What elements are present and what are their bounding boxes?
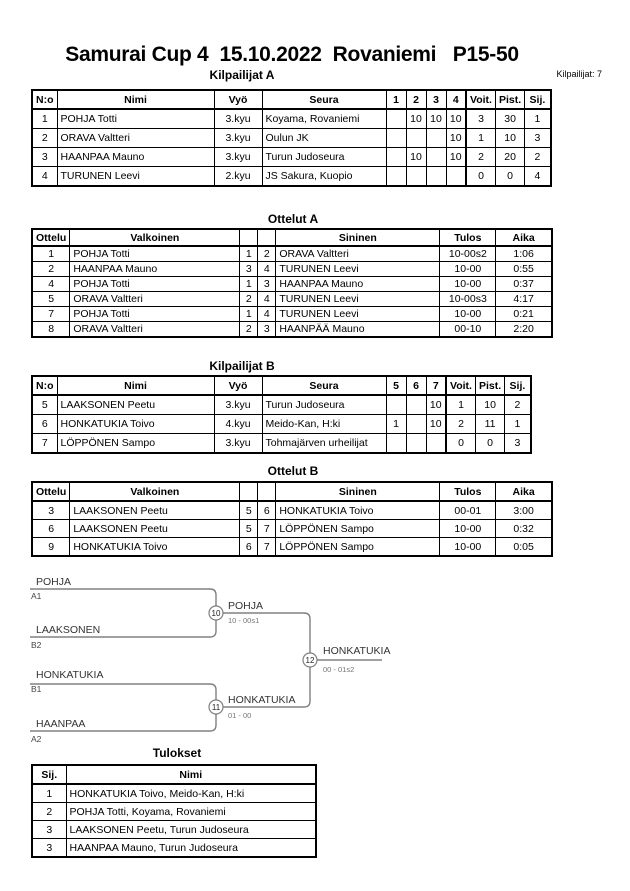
cell [386,109,406,129]
cell: POHJA Totti [57,109,214,129]
table-row [32,322,552,338]
column-header: N:o [32,376,57,395]
column-header [240,229,258,246]
kilpailijat-b-table [31,375,532,454]
table-row [32,292,552,307]
cell: 1 [32,784,66,803]
bracket-match-winner: HONKATUKIA [228,694,296,706]
column-header: 4 [446,90,466,109]
cell: 30 [495,109,524,129]
bracket-entry-name: HAANPAA [36,718,86,730]
cell: 10 [495,129,524,148]
cell: ORAVA Valtteri [57,129,214,148]
column-header: 5 [386,376,406,395]
cell: 1 [240,307,258,322]
section-title-kilpailijat-a: Kilpailijat A [209,68,275,82]
cell: 6 [32,415,57,434]
cell: ORAVA Valtteri [70,322,240,338]
cell: 20 [495,148,524,167]
cell: 4 [32,167,57,187]
bracket-match-score: 00 - 01s2 [323,665,355,674]
cell: 10 [406,109,426,129]
cell: POHJA Totti [70,277,240,292]
cell: LAAKSONEN Peetu [57,395,214,415]
bracket-entry-seed: A1 [31,591,42,601]
cell: 10 [446,148,466,167]
cell [386,129,406,148]
table-row [32,784,316,803]
cell: 6 [258,501,276,520]
cell: 10 [426,109,446,129]
header-row [32,482,552,501]
cell: 7 [32,434,57,454]
cell: 10 [475,395,504,415]
cell: 6 [240,538,258,557]
column-header: Tulos [440,229,496,246]
cell: ORAVA Valtteri [70,292,240,307]
cell: 10-00 [440,307,496,322]
cell: LÖPPÖNEN Sampo [57,434,214,454]
cell: 10 [426,395,446,415]
table-row [32,148,551,167]
cell: HONKATUKIA Toivo [276,501,440,520]
cell: 00-01 [440,501,496,520]
header-row [32,376,531,395]
table-row [32,501,552,520]
column-header: Sij. [525,90,551,109]
cell: JS Sakura, Kuopio [262,167,386,187]
cell: 0:55 [496,262,552,277]
cell: 2 [32,129,57,148]
cell [406,395,426,415]
cell [406,415,426,434]
cell: 7 [258,538,276,557]
cell: HAANPAA Mauno [70,262,240,277]
cell: HAANPAA Mauno [276,277,440,292]
cell: 1 [240,246,258,262]
column-header [258,482,276,501]
cell: 4 [32,277,70,292]
cell: 1 [386,415,406,434]
cell: 3 [240,262,258,277]
column-header: Vyö [214,90,262,109]
cell [406,129,426,148]
cell: 3 [32,821,66,839]
cell: 6 [32,520,70,538]
table-row [32,246,552,262]
cell: 0 [475,434,504,454]
cell [426,167,446,187]
cell: 2 [32,803,66,821]
cell: 1 [32,109,57,129]
cell: ORAVA Valtteri [276,246,440,262]
cell: POHJA Totti [70,307,240,322]
column-header: Nimi [57,90,214,109]
cell: 3 [32,501,70,520]
table-row [32,520,552,538]
competitors-count-label: Kilpailijat: 7 [556,69,602,79]
cell: LÖPPÖNEN Sampo [276,520,440,538]
cell: 11 [475,415,504,434]
cell: 2 [505,395,531,415]
header-row [32,90,551,109]
cell: 2 [525,148,551,167]
cell: 4 [258,292,276,307]
cell: 0:37 [496,277,552,292]
column-header: Sininen [276,482,440,501]
bracket-match-score: 10 - 00s1 [228,616,260,625]
bracket-diagram [0,558,630,758]
cell: 4.kyu [214,415,262,434]
cell: HONKATUKIA Toivo, Meido-Kan, H:ki [66,784,316,803]
cell: 3 [505,434,531,454]
bracket-match-number: 10 [211,609,221,618]
column-header: Pist. [475,376,504,395]
cell: 3.kyu [214,148,262,167]
cell: 7 [32,307,70,322]
cell: LAAKSONEN Peetu [70,520,240,538]
cell: TURUNEN Leevi [276,292,440,307]
bracket-entry-name: POHJA [36,576,72,588]
cell: 10 [446,129,466,148]
cell: Koyama, Rovaniemi [262,109,386,129]
cell: 0 [495,167,524,187]
cell: 2 [466,148,495,167]
ottelut-b-table [31,481,553,557]
cell [426,129,446,148]
bracket-match-winner: HONKATUKIA [323,645,391,657]
column-header: Valkoinen [70,482,240,501]
column-header: Voit. [466,90,495,109]
bracket-match-number: 12 [305,656,315,665]
bracket-entry-seed: B2 [31,640,42,650]
table-row [32,262,552,277]
cell: 5 [32,292,70,307]
column-header: Voit. [446,376,475,395]
section-title-ottelut-a: Ottelut A [267,212,319,226]
bracket-entry-name: HONKATUKIA [36,669,104,681]
cell: Oulun JK [262,129,386,148]
table-row [32,821,316,839]
cell: 3.kyu [214,129,262,148]
cell: 10-00s2 [440,246,496,262]
cell [386,148,406,167]
cell: Turun Judoseura [262,395,386,415]
table-row [32,307,552,322]
cell: 5 [32,395,57,415]
table-row [32,277,552,292]
cell: 10-00 [440,277,496,292]
cell: 2 [240,322,258,338]
cell [386,395,406,415]
cell: 2 [240,292,258,307]
cell: 4:17 [496,292,552,307]
section-title-ottelut-b: Ottelut B [267,464,319,478]
cell: 3 [258,277,276,292]
cell: 3.kyu [214,434,262,454]
column-header: Ottelu [32,229,70,246]
cell: 0:32 [496,520,552,538]
cell [406,434,426,454]
cell: LAAKSONEN Peetu, Turun Judoseura [66,821,316,839]
cell: HONKATUKIA Toivo [57,415,214,434]
column-header: 7 [426,376,446,395]
table-row [32,839,316,858]
page-title: Samurai Cup 4 15.10.2022 Rovaniemi P15-50 [65,43,519,66]
ottelut-a-table [31,228,553,338]
cell: 10-00s3 [440,292,496,307]
cell: 3:00 [496,501,552,520]
cell: 10 [446,109,466,129]
cell: 8 [32,322,70,338]
cell: 0 [466,167,495,187]
cell: 3.kyu [214,395,262,415]
bracket-entry-seed: B1 [31,684,42,694]
cell [426,434,446,454]
column-header: Sij. [32,765,66,784]
column-header: Vyö [214,376,262,395]
cell: 10-00 [440,538,496,557]
cell: 10-00 [440,262,496,277]
table-row [32,167,551,187]
cell: 10-00 [440,520,496,538]
table-row [32,434,531,454]
column-header [240,482,258,501]
cell [406,167,426,187]
cell: 2.kyu [214,167,262,187]
cell: Meido-Kan, H:ki [262,415,386,434]
cell [426,148,446,167]
cell: HONKATUKIA Toivo [70,538,240,557]
cell: HAANPÄÄ Mauno [276,322,440,338]
header-row [32,229,552,246]
table-row [32,803,316,821]
column-header: Nimi [57,376,214,395]
table-row [32,109,551,129]
bracket-winner-line-semis [223,613,310,707]
cell: HAANPAA Mauno [57,148,214,167]
cell: 4 [258,262,276,277]
cell: 9 [32,538,70,557]
section-title-kilpailijat-b: Kilpailijat B [209,359,275,373]
cell: 0 [446,434,475,454]
cell: 3 [258,322,276,338]
cell: TURUNEN Leevi [276,262,440,277]
tulokset-table [31,764,317,858]
cell: 5 [240,520,258,538]
bracket-entry-name: LAAKSONEN [36,624,101,636]
cell: TURUNEN Leevi [276,307,440,322]
table-row [32,538,552,557]
cell: LÖPPÖNEN Sampo [276,538,440,557]
cell: 3.kyu [214,109,262,129]
cell: 1 [32,246,70,262]
cell: 3 [466,109,495,129]
cell: 5 [240,501,258,520]
cell: 4 [525,167,551,187]
column-header: 6 [406,376,426,395]
cell: POHJA Totti, Koyama, Rovaniemi [66,803,316,821]
table-row [32,415,531,434]
kilpailijat-a-table [31,89,552,187]
cell: 7 [258,520,276,538]
cell: 3 [525,129,551,148]
cell: 10 [406,148,426,167]
column-header: Aika [496,482,552,501]
column-header: 3 [426,90,446,109]
cell: 2 [446,415,475,434]
column-header: Sininen [276,229,440,246]
cell: 1 [446,395,475,415]
column-header: 1 [386,90,406,109]
cell [386,434,406,454]
cell: 1 [525,109,551,129]
column-header: Ottelu [32,482,70,501]
cell: Tohmajärven urheilijat [262,434,386,454]
bracket-match-number: 11 [211,703,221,712]
column-header: Valkoinen [70,229,240,246]
table-row [32,129,551,148]
bracket-entry-seed: A2 [31,734,42,744]
column-header: Tulos [440,482,496,501]
cell [386,167,406,187]
bracket-match-score: 01 - 00 [228,711,252,720]
cell: 0:05 [496,538,552,557]
cell: Turun Judoseura [262,148,386,167]
column-header: Seura [262,376,386,395]
cell: LAAKSONEN Peetu [70,501,240,520]
header-row [32,765,316,784]
section-title-tulokset: Tulokset [152,746,202,760]
column-header: Nimi [66,765,316,784]
column-header: Sij. [505,376,531,395]
table-row [32,395,531,415]
cell: 2 [32,262,70,277]
cell: HAANPAA Mauno, Turun Judoseura [66,839,316,858]
cell: 3 [32,839,66,858]
column-header: 2 [406,90,426,109]
column-header: N:o [32,90,57,109]
cell: 2:20 [496,322,552,338]
cell: 1 [505,415,531,434]
cell: 2 [258,246,276,262]
cell: 1 [240,277,258,292]
cell: POHJA Totti [70,246,240,262]
column-header: Seura [262,90,386,109]
cell: 3 [32,148,57,167]
cell [446,167,466,187]
cell: 00-10 [440,322,496,338]
cell: TURUNEN Leevi [57,167,214,187]
column-header: Pist. [495,90,524,109]
column-header: Aika [496,229,552,246]
cell: 1 [466,129,495,148]
cell: 10 [426,415,446,434]
column-header [258,229,276,246]
cell: 0:21 [496,307,552,322]
cell: 1:06 [496,246,552,262]
bracket-match-winner: POHJA [228,600,264,612]
cell: 4 [258,307,276,322]
